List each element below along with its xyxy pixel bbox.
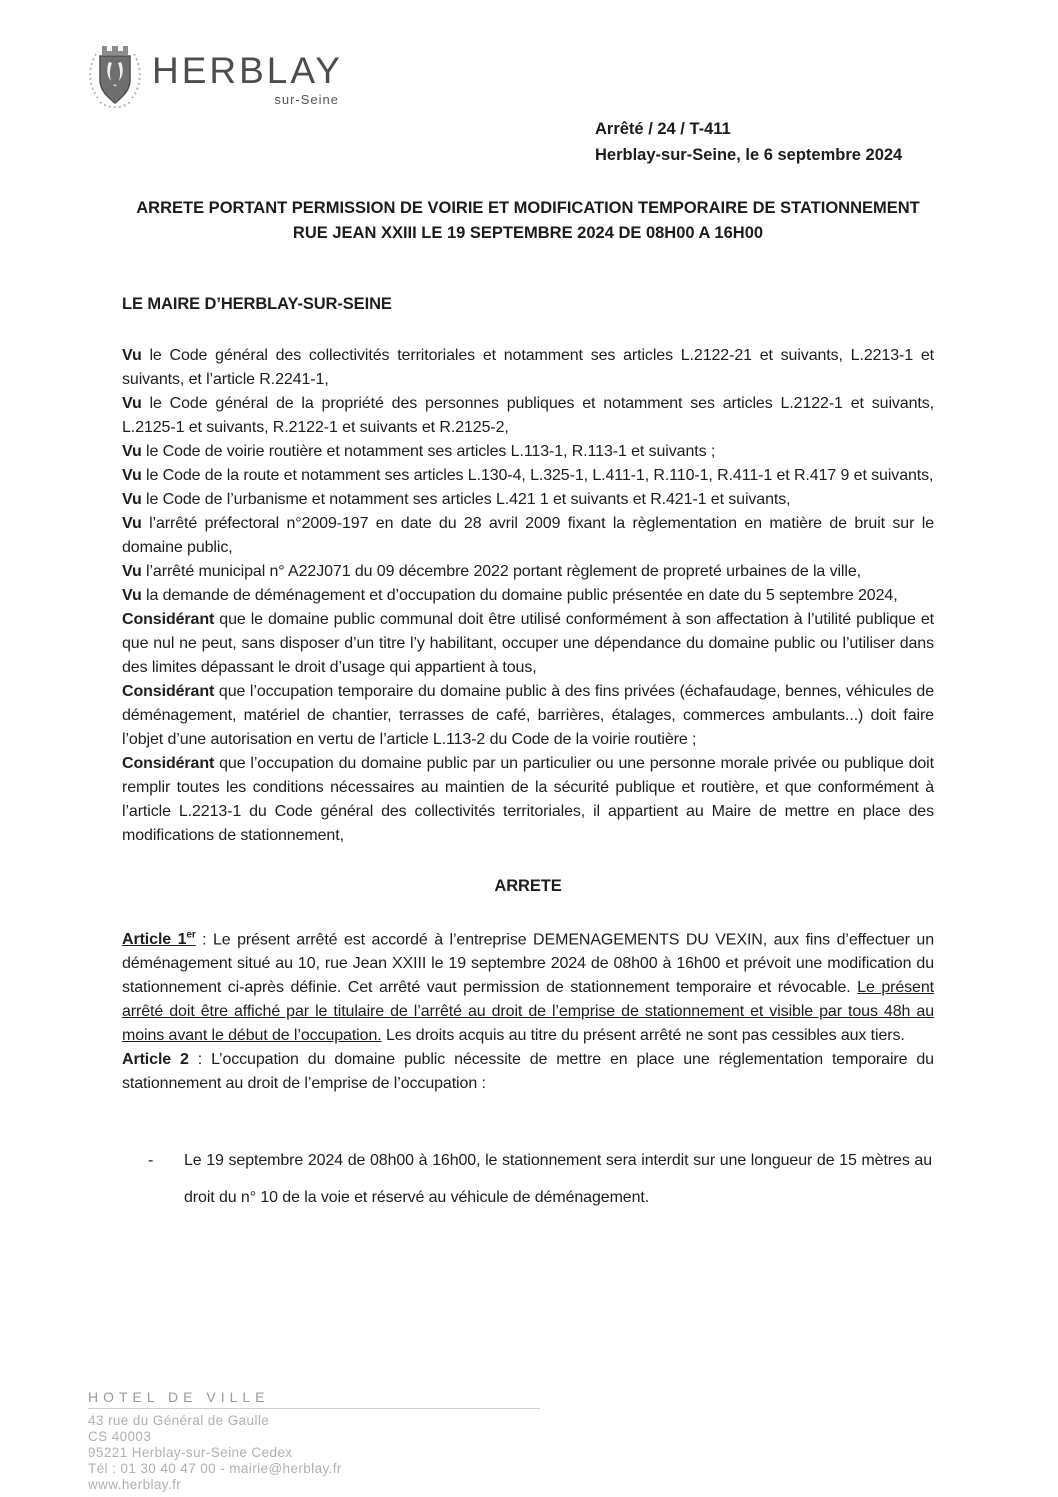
- recital-text: que l’occupation temporaire du domaine public à des fins privées (échafaudage, bennes, véhicules de déménagement, matériel de chantier, terrasses de café, barrières, étalages, commerces ambulants...) doit faire l’objet d’une autorisation en vertu de l’article L.113-2 du Code de la voirie routière ;: [122, 683, 934, 748]
- recital-lead: Considérant: [122, 683, 215, 700]
- recital-lead: Vu: [122, 491, 142, 508]
- recital-text: l’arrêté préfectoral n°2009-197 en date du 28 avril 2009 fixant la règlementation en matière de bruit sur le domaine public,: [122, 515, 934, 556]
- city-name: HERBLAY: [152, 50, 343, 91]
- decision-heading: ARRETE: [494, 877, 562, 895]
- list-item-dash: -: [148, 1152, 154, 1170]
- recital-lead: Considérant: [122, 611, 215, 628]
- footer: [88, 1388, 558, 1493]
- article-2-label: Article 2: [122, 1051, 189, 1069]
- reference-block: [595, 116, 902, 168]
- recital-text: le Code général de la propriété des personnes publiques et notamment ses articles L.2122-1 et suivants, L.2125-1 et suivants, R.2122-1 et suivants et R.2125-2,: [122, 395, 934, 436]
- recital-paragraph: [122, 680, 934, 752]
- recital-lead: Vu: [122, 515, 142, 532]
- document-title-line1: ARRETE PORTANT PERMISSION DE VOIRIE ET MODIFICATION TEMPORAIRE DE STATIONNEMENT: [136, 199, 920, 217]
- article-1-text: : Le présent arrêté est accordé à l’entreprise DEMENAGEMENTS DU VEXIN, aux fins d’effectuer un déménagement situé au 10, rue Jean XXIII le 19 septembre 2024 de 08h00 à 16h00 et prévoit une modification du stationnement ci-après définie. Cet arrêté vaut permission de stationnement temporaire et révocable.: [122, 931, 934, 997]
- recital-paragraph: [122, 488, 934, 512]
- article-1-label: Article 1er: [122, 930, 196, 949]
- list-item-text: Le 19 septembre 2024 de 08h00 à 16h00, le stationnement sera interdit sur une longueur de 15 mètres au droit du n° 10 de la voie et réservé au véhicule de déménagement.: [184, 1152, 932, 1207]
- recital-text: que l’occupation du domaine public par un particulier ou une personne morale privée ou publique doit remplir toutes les conditions nécessaires au maintien de la sécurité publique et routière, et que conformément à l’article L.2213-1 du Code général des collectivités territoriales, il appartient au Maire de mettre en place des modifications de stationnement,: [122, 755, 934, 844]
- recital-paragraph: [122, 752, 934, 848]
- city-crest-icon: [86, 40, 144, 112]
- article-1-ordinal-sup: er: [186, 930, 196, 941]
- footer-address-line: 95221 Herblay-sur-Seine Cedex: [88, 1445, 293, 1460]
- recital-paragraph: [122, 512, 934, 560]
- recital-lead: Vu: [122, 347, 142, 364]
- footer-divider: [88, 1408, 540, 1409]
- article-1-paragraph: [122, 924, 934, 1048]
- footer-contact-line: Tél : 01 30 40 47 00 - mairie@herblay.fr: [88, 1461, 342, 1476]
- recital-paragraph: [122, 608, 934, 680]
- footer-address-line: 43 rue du Général de Gaulle: [88, 1413, 270, 1428]
- document-title-line2: RUE JEAN XXIII LE 19 SEPTEMBRE 2024 DE 08H00 A 16H00: [292, 224, 764, 242]
- salutation: LE MAIRE D’HERBLAY-SUR-SEINE: [122, 295, 392, 313]
- recital-text: la demande de déménagement et d’occupation du domaine public présentée en date du 5 septembre 2024,: [146, 587, 898, 604]
- recital-paragraph: [122, 392, 934, 440]
- recital-paragraph: [122, 464, 934, 488]
- city-wordmark: [152, 52, 343, 107]
- recital-lead: Vu: [122, 395, 142, 412]
- document-body: [122, 292, 934, 1216]
- list-item: [122, 1142, 934, 1216]
- footer-address-line: CS 40003: [88, 1429, 152, 1444]
- recital-lead: Vu: [122, 467, 142, 484]
- recital-paragraph: [122, 440, 934, 464]
- recital-lead: Vu: [122, 587, 142, 604]
- recital-lead: Vu: [122, 563, 142, 580]
- place-and-date: Herblay-sur-Seine, le 6 septembre 2024: [595, 146, 903, 164]
- recital-paragraph: [122, 560, 934, 584]
- recital-paragraph: [122, 344, 934, 392]
- recital-lead: Considérant: [122, 755, 215, 772]
- footer-title: HOTEL DE VILLE: [88, 1389, 270, 1405]
- article-1-underlined-text: Le présent arrêté doit être affiché par le titulaire de l’arrêté au droit de l’emprise de stationnement et visible par tous 48h au moins avant le début de l’occupation.: [122, 979, 934, 1045]
- decree-reference: Arrêté / 24 / T-411: [595, 120, 731, 138]
- article-2-text: : L’occupation du domaine public nécessite de mettre en place une réglementation temporaire du stationnement au droit de l’emprise de l’occupation :: [122, 1051, 934, 1093]
- recital-lead: Vu: [122, 443, 142, 460]
- recital-text: le Code de voirie routière et notamment ses articles L.113-1, R.113-1 et suivants ;: [146, 443, 716, 460]
- city-logo: [86, 40, 343, 112]
- footer-website-line: www.herblay.fr: [88, 1477, 182, 1492]
- city-name-suffix: sur-Seine: [274, 92, 339, 107]
- recital-text: le Code général des collectivités territoriales et notamment ses articles L.2122-21 et suivants, L.2213-1 et suivants, et l’article R.2241-1,: [122, 347, 934, 388]
- recital-paragraph: [122, 584, 934, 608]
- article-2-paragraph: [122, 1048, 934, 1096]
- recital-text: le Code de l’urbanisme et notamment ses articles L.421 1 et suivants et R.421-1 et suivants,: [146, 491, 791, 508]
- recital-text: le Code de la route et notamment ses articles L.130-4, L.325-1, L.411-1, R.110-1, R.411-1 et R.417 9 et suivants,: [146, 467, 934, 484]
- recital-text: que le domaine public communal doit être utilisé conformément à son affectation à l’utilité publique et que nul ne peut, sans disposer d’un titre l’y habilitant, occuper une dépendance du domaine public ou l’utiliser dans des limites dépassant le droit d’usage qui appartient à tous,: [122, 611, 934, 676]
- recital-text: l’arrêté municipal n° A22J071 du 09 décembre 2022 portant règlement de propreté urbaines de la ville,: [146, 563, 861, 580]
- document-title: [122, 196, 934, 246]
- article-1-text-after: Les droits acquis au titre du présent arrêté ne sont pas cessibles aux tiers.: [381, 1027, 905, 1045]
